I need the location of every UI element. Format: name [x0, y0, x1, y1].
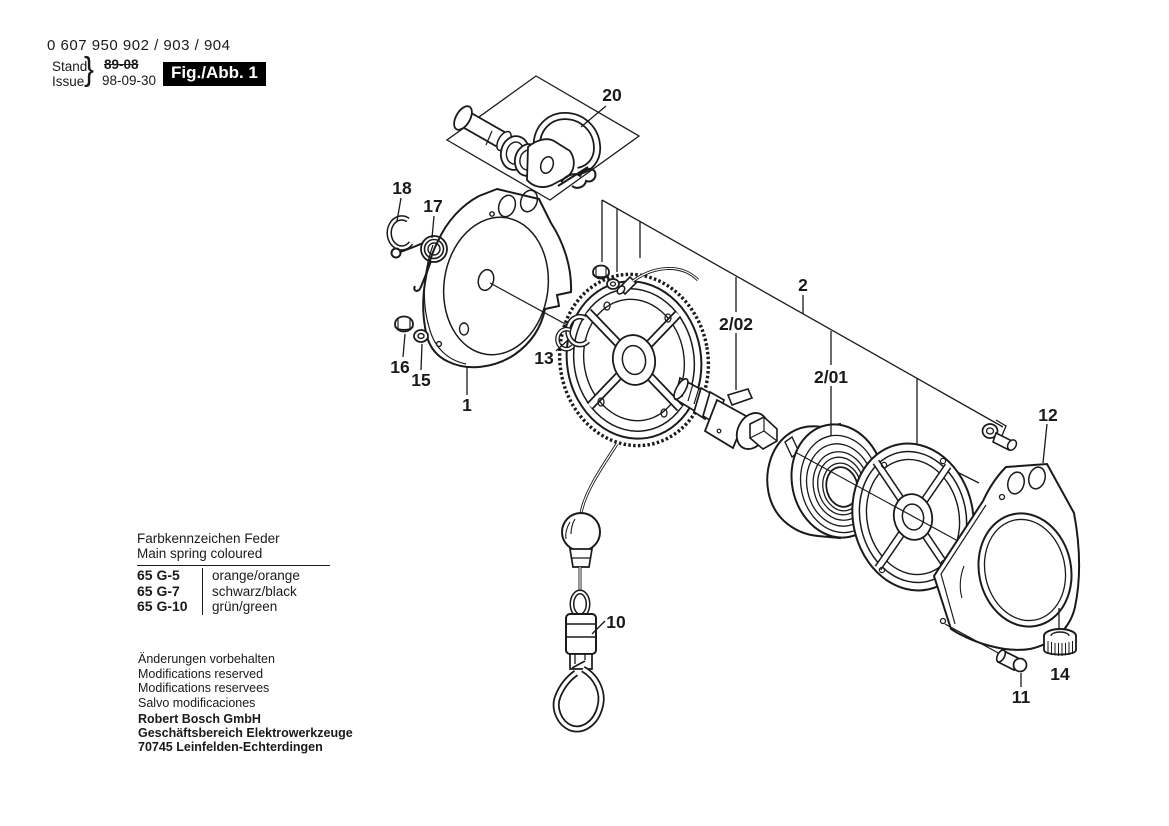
stand-label: Stand: [52, 59, 88, 74]
spring-code: 65 G-5: [137, 567, 180, 583]
spindle-2-02: [671, 377, 777, 455]
company-line: Geschäftsbereich Elektrowerkzeuge: [138, 726, 353, 741]
callout-13: 13: [534, 348, 554, 368]
company-address: [138, 712, 353, 755]
callout-2-02: 2/02: [718, 314, 754, 334]
spring-colour: orange/orange: [202, 568, 300, 584]
callout-2: 2: [798, 275, 808, 295]
callout-14: 14: [1050, 664, 1070, 684]
spring-colour: schwarz/black: [202, 584, 297, 600]
table-row: [137, 568, 330, 584]
note-line: Änderungen vorbehalten: [138, 652, 275, 666]
ball-stop: [562, 513, 600, 551]
company-line: 70745 Leinfelden-Echterdingen: [138, 740, 323, 755]
table-row: [137, 599, 330, 615]
callout-17: 17: [423, 196, 443, 216]
callout-1: 1: [462, 395, 472, 415]
housing-plate-1: [423, 188, 571, 367]
modification-notes: [138, 652, 275, 710]
note-line: Modifications reserved: [138, 666, 264, 681]
figure-label: Fig./Abb. 1: [163, 62, 266, 86]
old-date-struck: 89-08: [104, 57, 139, 72]
table-row: [137, 584, 330, 600]
part-number: 0 607 950 902 / 903 / 904: [47, 37, 231, 54]
callout-10: 10: [606, 612, 626, 632]
stand-issue-brace: }: [84, 51, 95, 88]
shackle-assembly: [450, 103, 597, 188]
spring-colour: grün/green: [202, 599, 277, 615]
drum-nut: [593, 266, 609, 279]
callout-16: 16: [390, 357, 410, 377]
retaining-clip-18: [389, 218, 411, 248]
swivel-eye: [572, 592, 588, 616]
callout-15: 15: [411, 370, 431, 390]
issue-date: 98-09-30: [102, 73, 157, 88]
spring-colour-table: [137, 531, 330, 615]
swivel-body: [566, 614, 596, 669]
note-line: Modifications reservees: [138, 681, 270, 696]
snap-hook: [556, 661, 601, 729]
nut-16: [395, 317, 413, 332]
callout-12: 12: [1038, 405, 1058, 425]
table-title-de: Farbkennzeichen Feder: [137, 531, 280, 546]
company-line: Robert Bosch GmbH: [138, 712, 261, 726]
spring-code: 65 G-7: [137, 582, 180, 599]
callout-20: 20: [602, 85, 622, 105]
callout-11: 11: [1011, 687, 1031, 707]
cable-drum: [546, 262, 722, 457]
table-title-en: Main spring coloured: [137, 546, 263, 561]
washer-15: [414, 330, 428, 342]
cable-and-hook: [556, 444, 617, 729]
drum-washer: [607, 279, 619, 289]
callout-2-01: 2/01: [813, 367, 849, 387]
callout-18: 18: [392, 178, 412, 198]
spring-code: 65 G-10: [137, 598, 188, 614]
issue-label: Issue: [52, 74, 85, 89]
note-line: Salvo modificaciones: [138, 695, 256, 710]
latch-screw: [983, 424, 1019, 452]
